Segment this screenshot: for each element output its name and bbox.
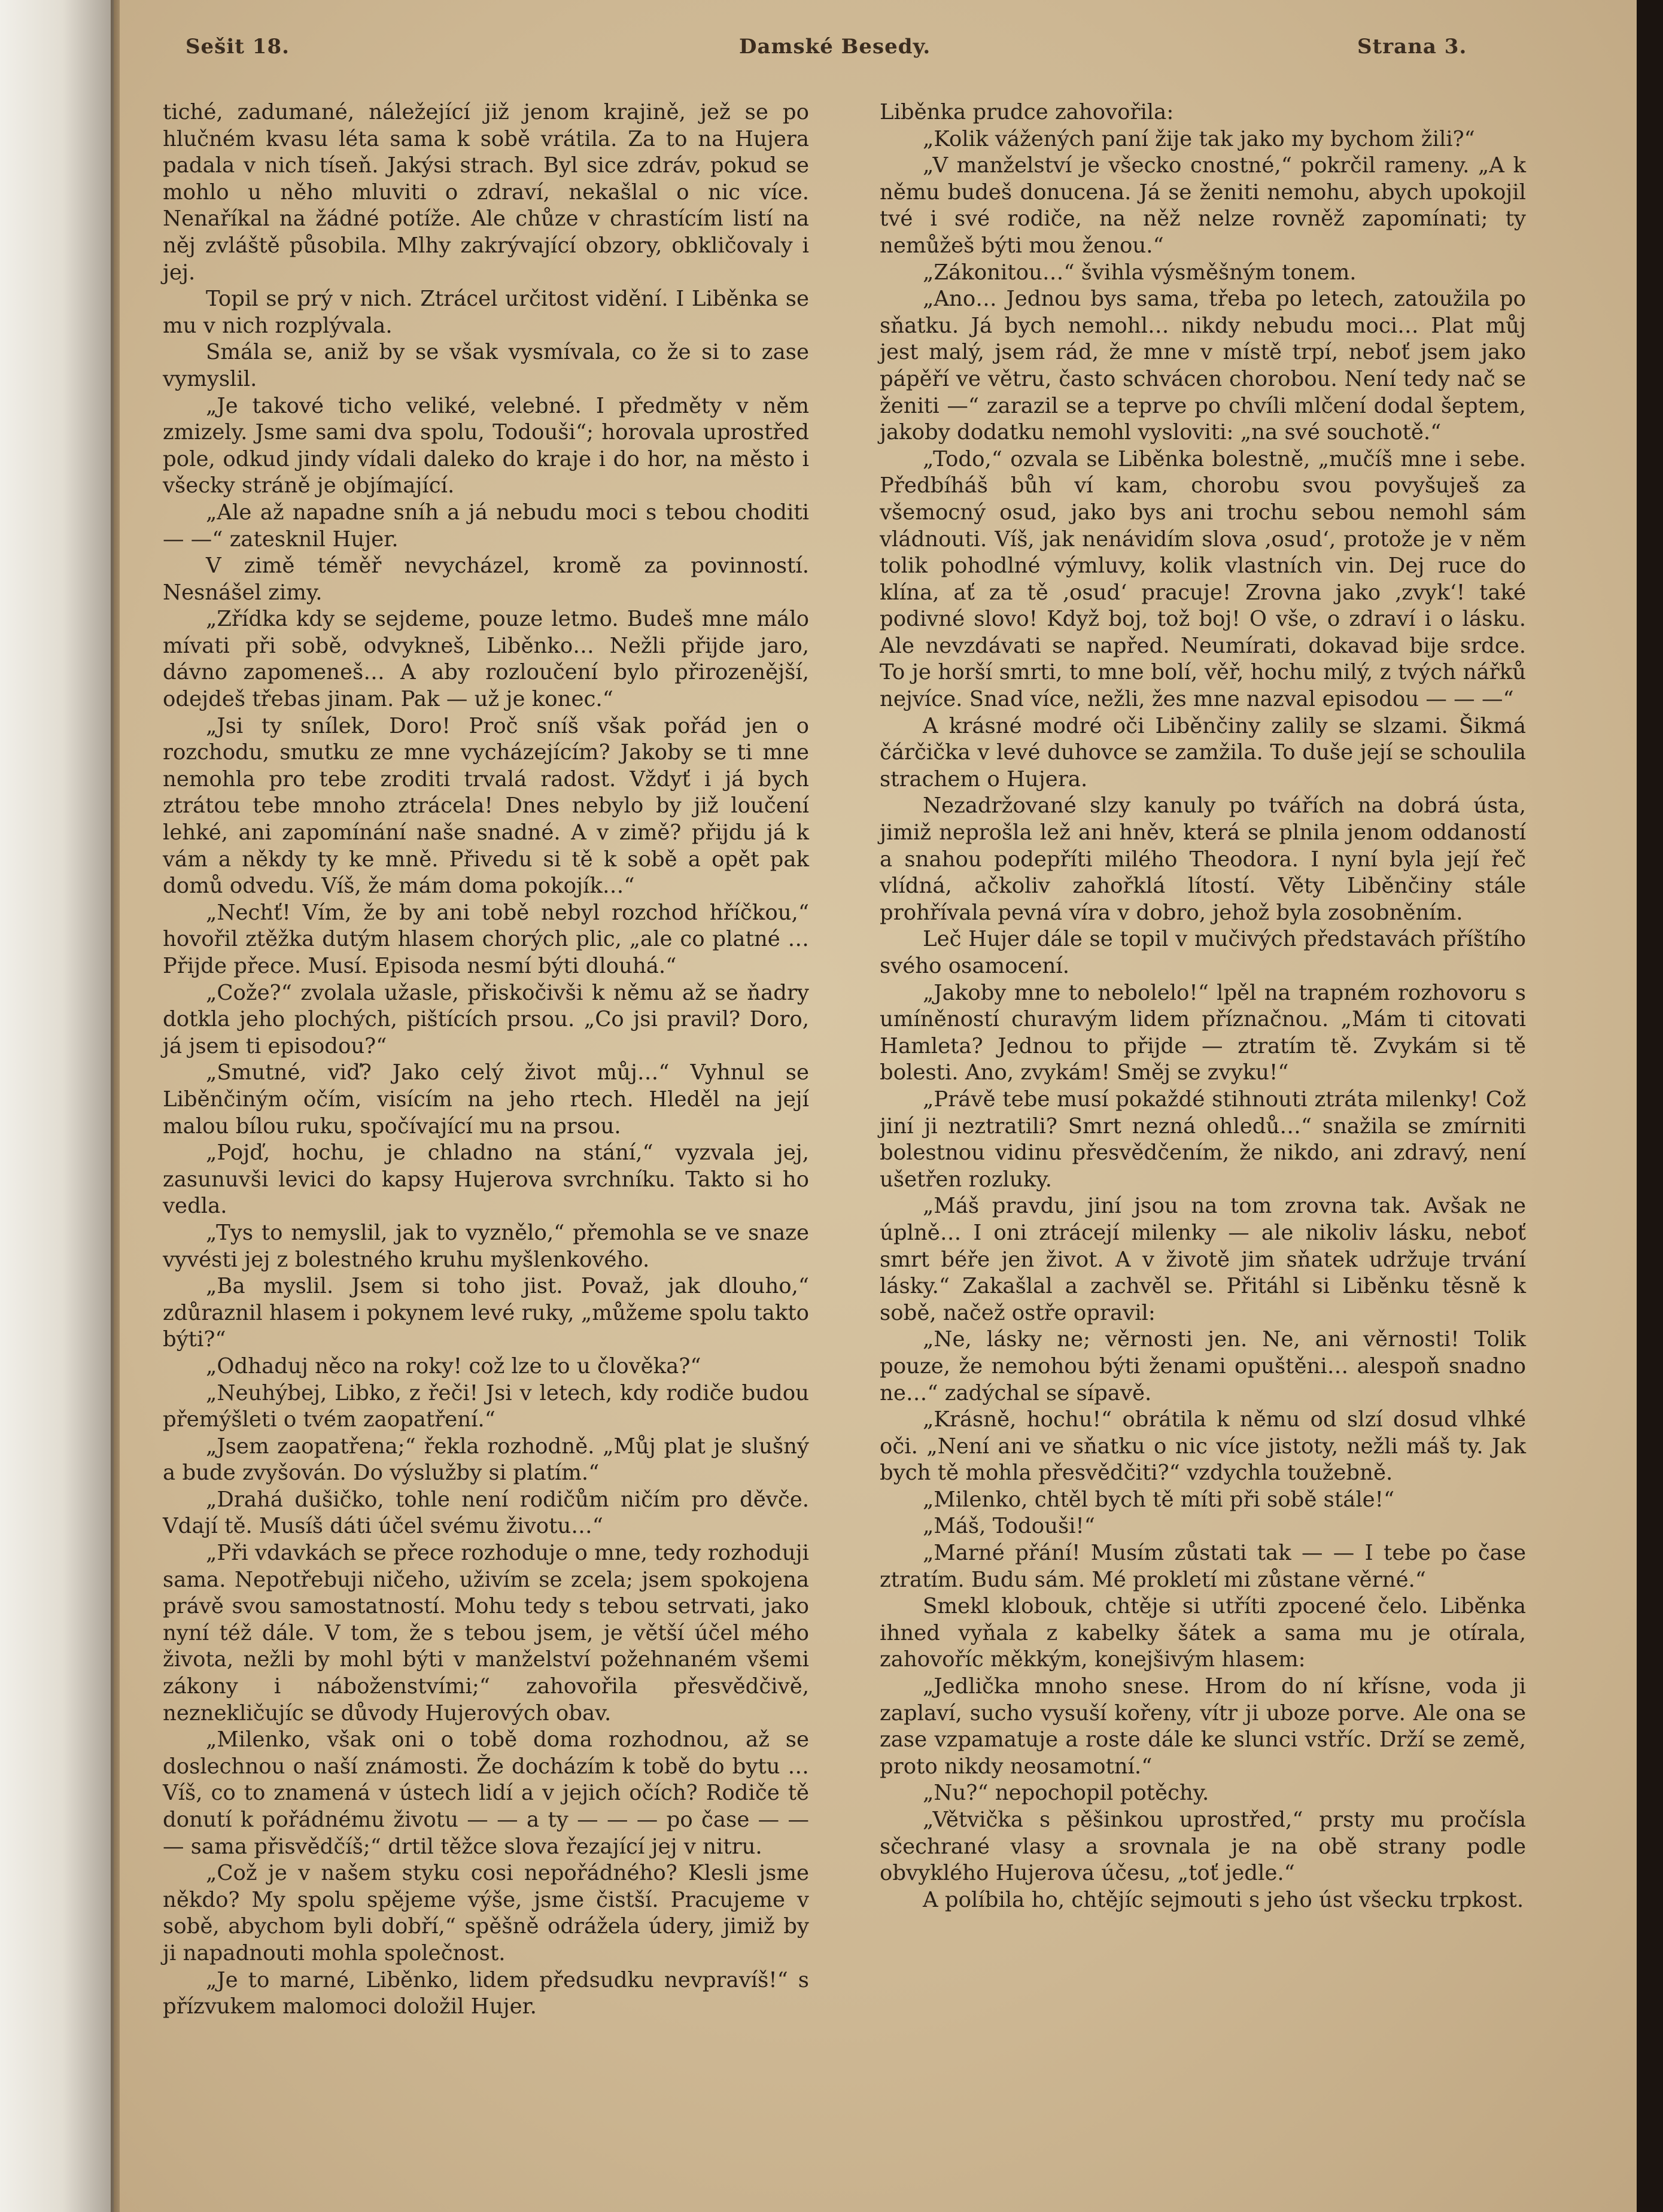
paragraph: Nezadržované slzy kanuly po tvářích na dobrá ústa, jimiž neprošla lež ani hněv, která se plnila jenom oddaností a snahou podepříti milého Theodora. I nyní byla její řeč vlídná, ačkoliv zahořklá lítostí. Věty Liběnčiny stále prohřívala pevná víra v dobro, jehož byla zosobněním. xyxy=(880,793,1526,925)
paragraph: „Při vdavkách se přece rozhoduje o mne, tedy rozhoduji sama. Nepotřebuji ničeho, uživím se zcela; jsem spokojena právě svou samostatností. Mohu tedy s tebou setrvati, jako nyní též dále. V tom, že s tebou jsem, je větší účel mého života, nežli by mohl býti v manželství požehnaném všemi zákony i náboženstvími;“ zahovořila přesvědčivě, neznekličujíc se důvody Hujerových obav. xyxy=(163,1541,809,1726)
paragraph: Liběnka prudce zahovořila: xyxy=(880,100,1174,124)
paragraph: „Pojď, hochu, je chladno na stání,“ vyzvala jej, zasunuvši levici do kapsy Hujerova svrchníku. Takto si ho vedla. xyxy=(163,1140,809,1219)
paragraph: „Krásně, hochu!“ obrátila k němu od slzí dosud vlhké oči. „Není ani ve sňatku o nic více jistoty, nežli máš ty. Jak bych tě mohla přesvědčiti?“ vzdychla toužebně. xyxy=(880,1407,1526,1486)
paragraph: „Což je v našem styku cosi nepořádného? Klesli jsme někdo? My spolu spějeme výše, jsme čistší. Pracujeme v sobě, abychom byli dobří,“ spěšně odrážela údery, jimiž by ji napadnouti mohla společnost. xyxy=(163,1861,809,1965)
right-text-column xyxy=(880,99,1526,1913)
paragraph: „Nechť! Vím, že by ani tobě nebyl rozchod hříčkou,“ hovořil ztěžka dutým hlasem chorých plic, „ale co platné … Přijde přece. Musí. Episoda nesmí býti dlouhá.“ xyxy=(163,900,809,978)
paragraph: V zimě téměř nevycházel, kromě za povinností. Nesnášel zimy. xyxy=(163,553,809,605)
paragraph: „Zákonitou…“ švihla výsměšným tonem. xyxy=(923,260,1357,285)
paragraph: Smála se, aniž by se však vysmívala, co že si to zase vymyslil. xyxy=(163,340,809,391)
paragraph: „Kolik vážených paní žije tak jako my bychom žili?“ xyxy=(923,126,1475,151)
book-spine xyxy=(0,0,114,2212)
paragraph: „Smutné, viď? Jako celý život můj…“ Vyhnul se Liběnčiným očím, visícím na jeho rtech. Hleděl na její malou bílou ruku, spočívající mu na prsou. xyxy=(163,1060,809,1139)
paragraph: „Odhaduj něco na roky! což lze to u člověka?“ xyxy=(206,1353,701,1379)
paragraph: „Máš pravdu, jiní jsou na tom zrovna tak. Avšak ne úplně… I oni ztrácejí milenky — ale nikoliv lásku, neboť smrt béře jen život. A v životě jim sňatek udržuje trvání lásky.“ Zakašlal a zachvěl se. Přitáhl si Liběnku těsně k sobě, načež ostře opravil: xyxy=(880,1194,1526,1325)
paragraph: „Drahá dušičko, tohle není rodičům ničím pro děvče. Vdají tě. Musíš dáti účel svému životu…“ xyxy=(163,1487,809,1539)
paragraph: „Nu?“ nepochopil potěchy. xyxy=(923,1781,1209,1806)
paragraph: „Máš, Todouši!“ xyxy=(923,1514,1095,1539)
page-number: Strana 3. xyxy=(1357,35,1467,59)
page-edge xyxy=(1637,0,1663,2212)
paragraph: „Neuhýbej, Libko, z řeči! Jsi v letech, kdy rodiče budou přemýšleti o tvém zaopatření.“ xyxy=(163,1380,809,1432)
paragraph: „Je takové ticho veliké, velebné. I předměty v něm zmizely. Jsme sami dva spolu, Todouši“; horovala uprostřed pole, odkud jindy vídali daleko do kraje i do hor, na město i všecky stráně je objímající. xyxy=(163,393,809,498)
paragraph: Topil se prý v nich. Ztrácel určitost vidění. I Liběnka se mu v nich rozplývala. xyxy=(163,287,809,338)
paragraph: „Marné přání! Musím zůstati tak — — I tebe po čase ztratím. Budu sám. Mé prokletí mi zůstane věrné.“ xyxy=(880,1541,1526,1592)
paragraph: A políbila ho, chtějíc sejmouti s jeho úst všecku trpkost. xyxy=(923,1887,1524,1912)
paragraph: Smekl klobouk, chtěje si utříti zpocené čelo. Liběnka ihned vyňala z kabelky šátek a sama mu je otírala, zahovoříc měkkým, konejšivým hlasem: xyxy=(880,1594,1526,1672)
paragraph: „Jedlička mnoho snese. Hrom do ní křísne, voda ji zaplaví, sucho vysuší kořeny, vítr ji uboze porve. Ale ona se zase vzpamatuje a roste dále ke slunci vstříc. Drží se země, proto nikdy neosamotní.“ xyxy=(880,1674,1526,1779)
paragraph: „Ba myslil. Jsem si toho jist. Považ, jak dlouho,“ zdůraznil hlasem i pokynem levé ruky, „můžeme spolu takto býti?“ xyxy=(163,1274,809,1352)
paragraph: „Milenko, však oni o tobě doma rozhodnou, až se doslechnou o naší známosti. Že docházím k tobě do bytu … Víš, co to znamená v ústech lidí a v jejich očích? Rodiče tě donutí k pořádnému životu — — a ty — — — po čase — — — sama přisvědčíš;“ drtil těžce slova řezající jej v nitru. xyxy=(163,1727,809,1859)
paragraph: tiché, zadumané, náležející již jenom krajině, jež se po hlučném kvasu léta sama k sobě vrátila. Za to na Hujera padala v nich tíseň. Jakýsi strach. Byl sice zdráv, pokud se mohlo u něho mluviti o zdraví, nekašlal o nic více. Nenaříkal na žádné potíže. Ale chůze v chrastícím listí na něj zvláště působila. Mlhy zakrývající obzory, obkličovaly i jej. xyxy=(163,100,809,285)
paragraph: „Tys to nemyslil, jak to vyznělo,“ přemohla se ve snaze vyvésti jej z bolestného kruhu myšlenkového. xyxy=(163,1220,809,1272)
paragraph: „Todo,“ ozvala se Liběnka bolestně, „mučíš mne i sebe. Předbíháš bůh ví kam, chorobu svou povyšuješ za všemocný osud, jako bys ani trochu sebou nemohl sám vládnouti. Víš, jak nenávidím slova ‚osud‘, protože je v něm tolik pohodlné výmluvy, kolik vlastních vin. Dej ruce do klína, ať za tě ‚osud‘ pracuje! Zrovna jako ‚zvyk‘! také podivné slovo! Když boj, tož boj! O vše, o zdraví i o lásku. Ale nevzdávati se napřed. Neumírati, dokavad bije srdce. To je horší smrti, to mne bolí, věř, hochu milý, z tvých nářků nejvíce. Snad více, nežli, žes mne nazval episodou — — —“ xyxy=(880,446,1526,712)
paragraph: „V manželství je všecko cnostné,“ pokrčil rameny. „A k němu budeš donucena. Já se ženiti nemohu, abych upokojil tvé i své rodiče, na něž nelze rovněž zapomínati; ty nemůžeš býti mou ženou.“ xyxy=(880,153,1526,258)
paragraph: „Ano… Jednou bys sama, třeba po letech, zatoužila po sňatku. Já bych nemohl… nikdy nebudu moci… Plat můj jest malý, jsem rád, že mne v místě trpí, neboť jsem jako pápěří ve větru, často schvácen chorobou. Není tedy nač se ženiti —“ zarazil se a teprve po chvíli mlčení dodal šeptem, jakoby dodatku nemohl vysloviti: „na své souchotě.“ xyxy=(880,287,1526,445)
paragraph: „Cože?“ zvolala užasle, přiskočivši k němu až se ňadry dotkla jeho plochých, pištících prsou. „Co jsi pravil? Doro, já jsem ti episodou?“ xyxy=(163,980,809,1058)
paragraph: A krásné modré oči Liběnčiny zalily se slzami. Šikmá čárčička v levé duhovce se zamžila. To duše její se schoulila strachem o Hujera. xyxy=(880,713,1526,792)
paragraph: „Jsem zaopatřena;“ řekla rozhodně. „Můj plat je slušný a bude zvyšován. Do výslužby si platím.“ xyxy=(163,1434,809,1486)
publication-title: Damské Besedy. xyxy=(739,35,931,59)
paragraph: „Právě tebe musí pokaždé stihnouti ztráta milenky! Což jiní ji neztratili? Smrt nezná ohledů…“ snažila se zmírniti bolestnou vidinu přesvědčením, že nikdo, ani zdravý, není ušetřen rozluky. xyxy=(880,1087,1526,1192)
paragraph: „Větvička s pěšinkou uprostřed,“ prsty mu pročísla sčechrané vlasy a srovnala je na obě strany podle obvyklého Hujerova účesu, „toť jedle.“ xyxy=(880,1808,1526,1886)
paragraph: „Jsi ty snílek, Doro! Proč sníš však pořád jen o rozchodu, smutku ze mne vycházejícím? Jakoby se ti mne nemohla pro tebe zroditi trvalá radost. Vždyť i já bych ztrátou tebe mnoho ztrácela! Dnes nebylo by již loučení lehké, ani zapomínání naše snadné. A v zimě? přijdu já k vám a někdy ty ke mně. Přivedu si tě k sobě a opět pak domů odvedu. Víš, že mám doma pokojík…“ xyxy=(163,713,809,899)
paragraph: Leč Hujer dále se topil v mučivých představách příštího svého osamocení. xyxy=(880,927,1526,978)
paragraph: „Je to marné, Liběnko, lidem předsudku nevpravíš!“ s přízvukem malomoci doložil Hujer. xyxy=(163,1967,809,2019)
paragraph: „Jakoby mne to nebolelo!“ lpěl na trapném rozhovoru s umíněností churavým lidem příznačnou. „Mám ti citovati Hamleta? Jednou to přijde — ztratím tě. Zvykám si tě bolesti. Ano, zvykám! Směj se zvyku!“ xyxy=(880,980,1526,1085)
paragraph: „Ale až napadne sníh a já nebudu moci s tebou choditi — —“ zatesknil Hujer. xyxy=(163,500,809,552)
issue-number: Sešit 18. xyxy=(186,35,290,59)
left-text-column xyxy=(163,99,809,2021)
paragraph: „Ne, lásky ne; věrnosti jen. Ne, ani věrnosti! Tolik pouze, že nemohou býti ženami opuštěni… alespoň snadno ne…“ zadýchal se sípavě. xyxy=(880,1327,1526,1405)
paragraph: „Milenko, chtěl bych tě míti při sobě stále!“ xyxy=(923,1487,1395,1512)
paragraph: „Zřídka kdy se sejdeme, pouze letmo. Budeš mne málo mívati při sobě, odvykneš, Liběnko… Nežli přijde jaro, dávno zapomeneš… A aby rozloučení bylo přirozenější, odejdeš třebas jinam. Pak — už je konec.“ xyxy=(163,607,809,712)
